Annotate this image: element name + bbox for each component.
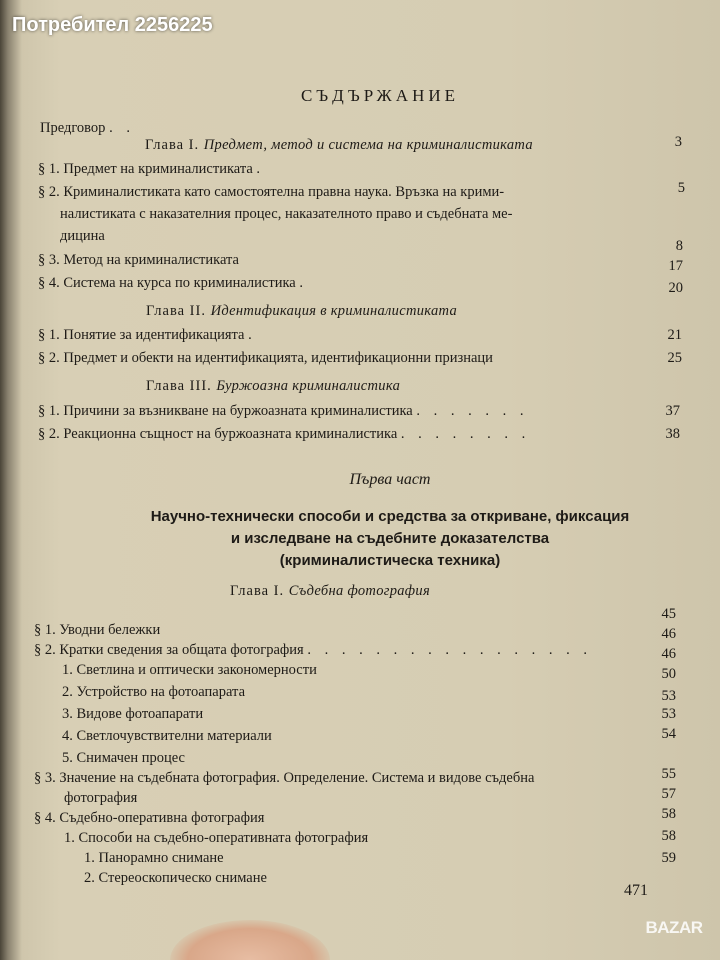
toc-entry: § 4. Система на курса по криминалистика . (38, 275, 308, 291)
page-number: 58 (661, 828, 676, 844)
part-title-line: (криминалистическа техника) (279, 552, 501, 569)
page-number: 57 (661, 786, 676, 802)
page-number: 45 (661, 606, 676, 622)
toc-entry: § 1. Предмет на криминалистиката . (38, 161, 266, 177)
toc-entry: налистиката с наказателния процес, наказателното право и съдебната ме- (60, 206, 513, 222)
toc-entry: § 1. Понятие за идентификацията . (38, 327, 257, 343)
toc-entry: § 4. Съдебно-оперативна фотография (34, 810, 265, 826)
page-number: 46 (661, 646, 676, 662)
toc-entry: § 1. Причини за възникване на буржоазната криминалистика . . . . . . . (38, 403, 529, 419)
finger (170, 920, 330, 960)
page-number: 38 (665, 426, 680, 442)
page-number: 46 (661, 626, 676, 642)
toc-entry: 5. Снимачен процес (62, 750, 185, 766)
chapter-heading: Глава I. Съдебна фотография (230, 583, 430, 599)
page-number: 55 (661, 766, 676, 782)
page-number: 54 (661, 726, 676, 742)
part-label: Първа част (349, 471, 431, 488)
user-watermark: Потребител 2256225 (12, 14, 213, 36)
chapter-heading: Глава III. Буржоазна криминалистика (146, 378, 401, 394)
toc-entry: 1. Панорамно снимане (84, 850, 224, 866)
page-number: 21 (667, 327, 682, 343)
toc-entry: § 2. Предмет и обекти на идентификацията, идентификационни признаци (38, 350, 493, 366)
part-title-line: Научно-технически способи и средства за откриване, фиксация (150, 508, 630, 525)
part-title-line: и изследване на съдебните доказателства (230, 530, 550, 547)
toc-entry: § 3. Метод на криминалистиката (38, 252, 239, 268)
page-number-footer: 471 (624, 882, 648, 899)
page-number: 53 (661, 688, 676, 704)
toc-entry-preface: Предговор . . (40, 120, 135, 136)
toc-entry: 1. Светлина и оптически закономерности (62, 662, 317, 678)
page-number: 50 (661, 666, 676, 682)
page-number: 20 (668, 280, 683, 296)
toc-entry: § 3. Значение на съдебната фотография. Определение. Система и видове съдебна (34, 770, 535, 786)
chapter-heading: Глава II. Идентификация в криминалистиката (146, 303, 458, 319)
toc-heading: СЪДЪРЖАНИЕ (300, 86, 460, 105)
page-number: 37 (665, 403, 680, 419)
toc-entry: дицина (60, 228, 105, 244)
page-number: 3 (674, 134, 682, 150)
toc-entry: 2. Стереоскопическо снимане (84, 870, 267, 886)
toc-entry: 2. Устройство на фотоапарата (62, 684, 245, 700)
bazar-logo-text: BAZAR (645, 918, 703, 937)
toc-entry: 3. Видове фотоапарати (62, 706, 204, 722)
page-number: 25 (667, 350, 682, 366)
toc-entry: 4. Светлочувствителни материали (62, 728, 272, 744)
page-number: 5 (677, 180, 685, 196)
toc-entry: 1. Способи на съдебно-оперативната фотография (64, 830, 369, 846)
toc-entry: § 2. Криминалистиката като самостоятелна правна наука. Връзка на крими- (38, 184, 505, 200)
toc-entry: § 2. Реакционна същност на буржоазната криминалистика . . . . . . . . (38, 426, 531, 442)
toc-entry: § 1. Уводни бележки (34, 622, 161, 638)
page-number: 58 (661, 806, 676, 822)
toc-entry: § 2. Кратки сведения за общата фотография . . . . . . . . . . . . . . . . . (34, 642, 592, 658)
chapter-heading: Глава I. Предмет, метод и система на криминалистиката (145, 137, 533, 153)
bazar-logo (634, 912, 714, 946)
page-number: 8 (675, 238, 683, 254)
page-number: 59 (661, 850, 676, 866)
page-number: 17 (668, 258, 683, 274)
toc-entry: фотография (64, 790, 138, 806)
page-number: 53 (661, 706, 676, 722)
